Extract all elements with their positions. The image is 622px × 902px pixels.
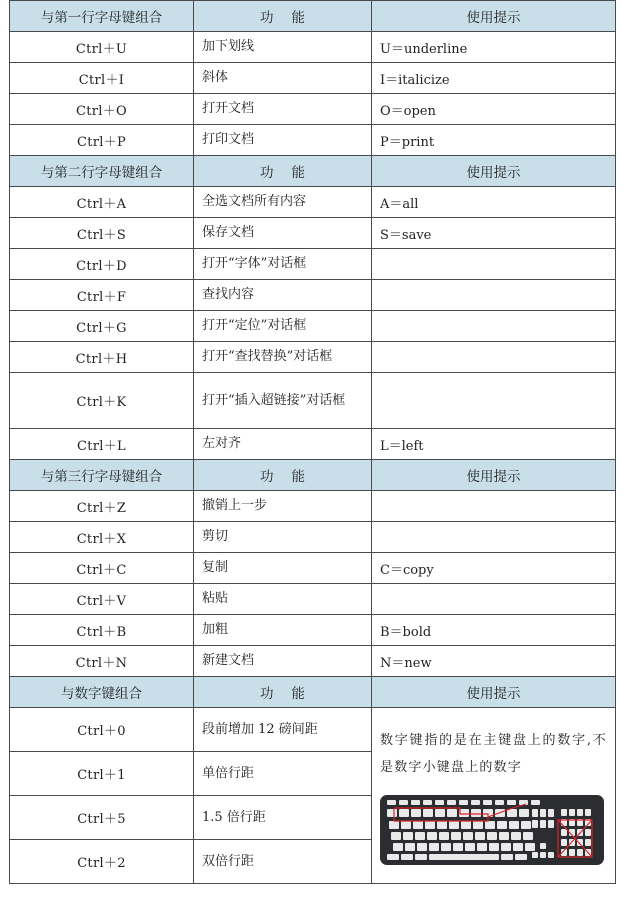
table-row: [10, 32, 616, 63]
keyboard-key: [411, 800, 420, 805]
shortcut-key: Ctrl＋K: [10, 373, 194, 429]
keyboard-key: [511, 832, 521, 840]
shortcut-table: [9, 0, 616, 884]
keyboard-illustration: [380, 795, 604, 865]
keyboard-key: [507, 800, 516, 805]
table-row: [10, 342, 616, 373]
shortcut-function: 粘贴: [194, 584, 372, 615]
shortcut-tip: I＝italicize: [372, 63, 616, 94]
keyboard-key: [415, 832, 425, 840]
keyboard-key: [411, 809, 421, 817]
shortcut-function: 双倍行距: [194, 840, 372, 884]
shortcut-key: Ctrl＋D: [10, 249, 194, 280]
shortcut-key: Ctrl＋N: [10, 646, 194, 677]
shortcut-function: 打开“字体”对话框: [194, 249, 372, 280]
shortcut-function: 复制: [194, 553, 372, 584]
shortcut-key: Ctrl＋L: [10, 429, 194, 460]
shortcut-key: Ctrl＋O: [10, 94, 194, 125]
keyboard-key: [401, 854, 413, 860]
table-row: [10, 522, 616, 553]
keyboard-key: [561, 829, 567, 836]
combo-header: 与第一行字母键组合: [10, 1, 194, 32]
table-row: [10, 218, 616, 249]
shortcut-function: 打开文档: [194, 94, 372, 125]
combo-header: 与第二行字母键组合: [10, 156, 194, 187]
shortcut-function: 撤销上一步: [194, 491, 372, 522]
number-key-tip: [372, 708, 616, 884]
shortcut-function: 保存文档: [194, 218, 372, 249]
keyboard-key: [439, 832, 449, 840]
shortcut-tip: S＝save: [372, 218, 616, 249]
shortcut-key: Ctrl＋H: [10, 342, 194, 373]
keyboard-key: [465, 843, 475, 851]
keyboard-key: [401, 821, 411, 829]
keyboard-key: [540, 809, 546, 817]
keyboard-key: [569, 849, 575, 856]
keyboard-key: [487, 832, 497, 840]
tip-header: 使用提示: [372, 1, 616, 32]
keyboard-key: [389, 821, 399, 829]
shortcut-function: 左对齐: [194, 429, 372, 460]
keyboard-key: [548, 809, 554, 817]
keyboard-key: [425, 821, 435, 829]
keyboard-key: [499, 832, 509, 840]
table-row: [10, 94, 616, 125]
table-row: [10, 615, 616, 646]
keyboard-key: [405, 843, 415, 851]
keyboard-key: [532, 809, 538, 817]
keyboard-key: [489, 843, 499, 851]
table-row: [10, 63, 616, 94]
shortcut-function: 单倍行距: [194, 752, 372, 796]
function-header: 功 能: [194, 1, 372, 32]
keyboard-key: [399, 809, 409, 817]
shortcut-function: 加下划线: [194, 32, 372, 63]
shortcut-function: 全选文档所有内容: [194, 187, 372, 218]
shortcut-tip: B＝bold: [372, 615, 616, 646]
shortcut-function: 打印文档: [194, 125, 372, 156]
shortcut-function: 段前增加 12 磅间距: [194, 708, 372, 752]
keyboard-key: [495, 800, 504, 805]
keyboard-key: [515, 854, 527, 860]
keyboard-key: [427, 832, 437, 840]
function-header: 功 能: [194, 156, 372, 187]
shortcut-function: 打开“查找替换”对话框: [194, 342, 372, 373]
shortcut-tip: O＝open: [372, 94, 616, 125]
shortcut-key: Ctrl＋C: [10, 553, 194, 584]
keyboard-key: [435, 800, 444, 805]
shortcut-function: 新建文档: [194, 646, 372, 677]
table-row: [10, 187, 616, 218]
table-row: [10, 553, 616, 584]
shortcut-key: Ctrl＋2: [10, 840, 194, 884]
keyboard-key: [461, 821, 471, 829]
shortcut-tip: L＝left: [372, 429, 616, 460]
shortcut-tip: [372, 280, 616, 311]
tip-header: 使用提示: [372, 677, 616, 708]
keyboard-key: [509, 821, 519, 829]
keyboard-key: [561, 809, 567, 816]
keyboard-key: [441, 843, 451, 851]
shortcut-key: Ctrl＋F: [10, 280, 194, 311]
keyboard-key: [391, 832, 401, 840]
keyboard-key: [532, 820, 538, 828]
keyboard-key: [403, 832, 413, 840]
function-header: 功 能: [194, 460, 372, 491]
shortcut-tip: [372, 342, 616, 373]
keyboard-key: [577, 849, 583, 856]
keyboard-key: [519, 809, 529, 817]
table-row: [10, 249, 616, 280]
keyboard-key: [435, 809, 445, 817]
table-row: [10, 125, 616, 156]
keyboard-key: [532, 852, 538, 858]
keyboard-key: [449, 821, 459, 829]
shortcut-tip: [372, 249, 616, 280]
shortcut-function: 打开“插入超链接”对话框: [194, 373, 372, 429]
keyboard-key: [485, 821, 495, 829]
shortcut-function: 查找内容: [194, 280, 372, 311]
keyboard-key: [548, 852, 554, 858]
shortcut-tip: [372, 584, 616, 615]
keyboard-key: [477, 843, 487, 851]
keyboard-key: [413, 821, 423, 829]
keyboard-key: [521, 821, 531, 829]
keyboard-key: [423, 809, 433, 817]
keyboard-key: [513, 843, 523, 851]
keyboard-key: [523, 832, 533, 840]
shortcut-tip: N＝new: [372, 646, 616, 677]
tip-header: 使用提示: [372, 156, 616, 187]
keyboard-key: [437, 821, 447, 829]
keyboard-key: [451, 832, 461, 840]
keyboard-key: [525, 843, 535, 851]
shortcut-tip: [372, 373, 616, 429]
shortcut-key: Ctrl＋S: [10, 218, 194, 249]
keyboard-key: [423, 800, 432, 805]
keyboard-key: [585, 809, 591, 816]
keyboard-key: [561, 839, 567, 846]
keyboard-key: [540, 820, 546, 828]
keyboard-key: [453, 843, 463, 851]
table-row: [10, 280, 616, 311]
keyboard-key: [471, 809, 481, 817]
table-row: [10, 373, 616, 429]
keyboard-key: [497, 821, 507, 829]
table-row: [10, 584, 616, 615]
shortcut-key: Ctrl＋Z: [10, 491, 194, 522]
keyboard-key: [501, 843, 511, 851]
keyboard-key: [475, 832, 485, 840]
shortcut-key: Ctrl＋G: [10, 311, 194, 342]
keyboard-key: [585, 829, 591, 836]
shortcut-tip: U＝underline: [372, 32, 616, 63]
function-header: 功 能: [194, 677, 372, 708]
keyboard-key: [463, 832, 473, 840]
keyboard-key: [393, 843, 403, 851]
shortcut-key: Ctrl＋V: [10, 584, 194, 615]
table-row: [10, 311, 616, 342]
keyboard-key: [548, 820, 554, 828]
shortcut-function: 斜体: [194, 63, 372, 94]
keyboard-key: [447, 809, 457, 817]
keyboard-key: [501, 854, 513, 860]
keyboard-key: [507, 809, 517, 817]
table-row: [10, 491, 616, 522]
shortcut-tip: A＝all: [372, 187, 616, 218]
shortcut-key: Ctrl＋I: [10, 63, 194, 94]
shortcut-tip: [372, 522, 616, 553]
shortcut-key: Ctrl＋1: [10, 752, 194, 796]
keyboard-key: [415, 854, 427, 860]
shortcut-key: Ctrl＋X: [10, 522, 194, 553]
table-row: [10, 429, 616, 460]
keyboard-key: [540, 852, 546, 858]
shortcut-tip: P＝print: [372, 125, 616, 156]
keyboard-key: [577, 809, 583, 816]
shortcut-key: Ctrl＋U: [10, 32, 194, 63]
shortcut-key: Ctrl＋0: [10, 708, 194, 752]
keyboard-key: [447, 800, 456, 805]
shortcut-function: 剪切: [194, 522, 372, 553]
section-2-header: [10, 156, 616, 187]
keyboard-key: [471, 800, 480, 805]
keyboard-key: [531, 800, 540, 805]
table-row: [10, 708, 616, 752]
keyboard-key: [585, 839, 591, 846]
keyboard-key: [569, 809, 575, 816]
keyboard-key: [429, 854, 499, 860]
keyboard-key: [399, 800, 408, 805]
keyboard-key: [483, 800, 492, 805]
shortcut-function: 1.5 倍行距: [194, 796, 372, 840]
shortcut-tip: [372, 311, 616, 342]
shortcut-key: Ctrl＋B: [10, 615, 194, 646]
shortcut-tip: [372, 491, 616, 522]
shortcut-key: Ctrl＋P: [10, 125, 194, 156]
section-4-header: [10, 677, 616, 708]
keyboard-key: [387, 800, 396, 805]
shortcut-function: 加粗: [194, 615, 372, 646]
tip-header: 使用提示: [372, 460, 616, 491]
keyboard-key: [473, 821, 483, 829]
keyboard-key: [577, 839, 583, 846]
shortcut-tip: C＝copy: [372, 553, 616, 584]
shortcut-function: 打开“定位”对话框: [194, 311, 372, 342]
section-1-header: [10, 1, 616, 32]
keyboard-key: [387, 809, 397, 817]
keyboard-key: [387, 854, 399, 860]
keyboard-key: [417, 843, 427, 851]
keyboard-key: [459, 800, 468, 805]
shortcut-key: Ctrl＋5: [10, 796, 194, 840]
combo-header: 与第三行字母键组合: [10, 460, 194, 491]
number-key-tip-text: 数字键指的是在主键盘上的数字,不是数字小键盘上的数字: [380, 732, 607, 775]
combo-header: 与数字键组合: [10, 677, 194, 708]
shortcut-key: Ctrl＋A: [10, 187, 194, 218]
keyboard-key: [429, 843, 439, 851]
keyboard-key: [540, 843, 546, 849]
section-3-header: [10, 460, 616, 491]
table-row: [10, 646, 616, 677]
